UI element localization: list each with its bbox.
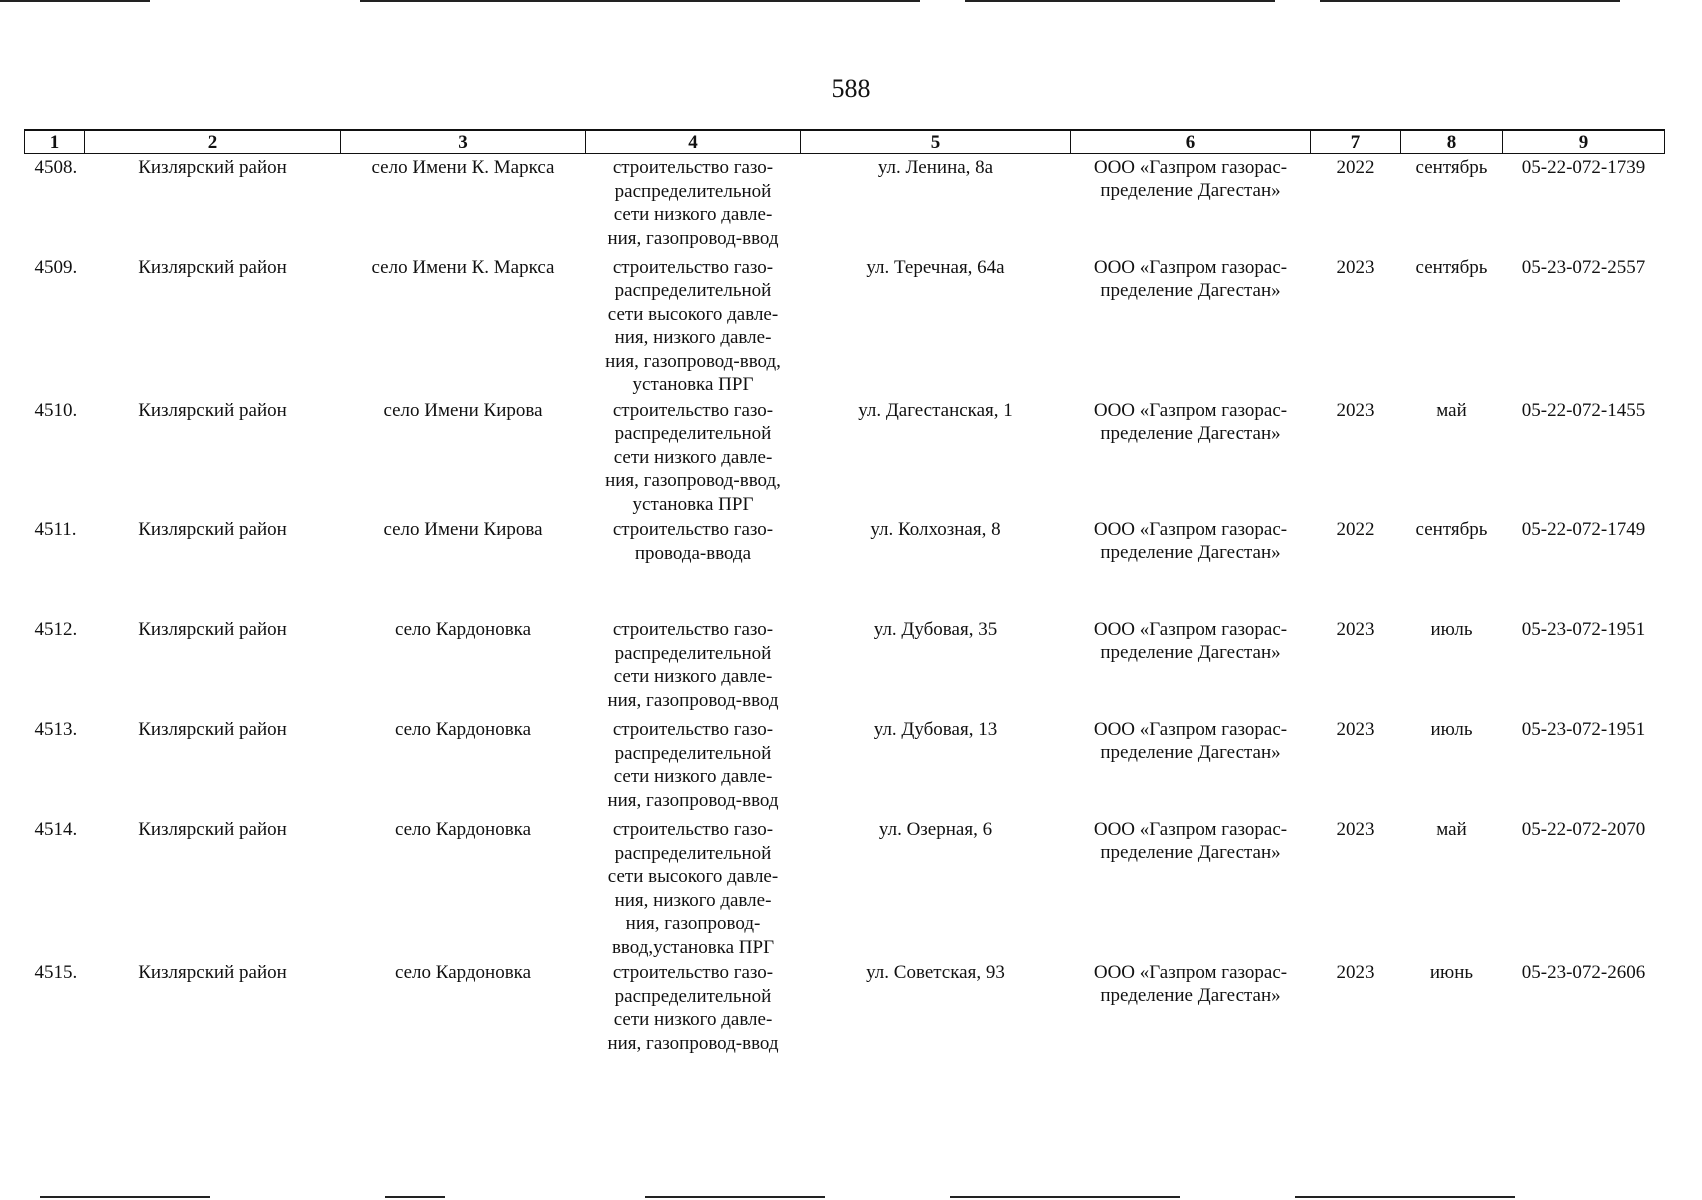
page-number: 588 xyxy=(831,74,871,103)
year-cell: 2023 xyxy=(1336,962,1375,983)
code-cell: 05-22-072-1749 xyxy=(1521,519,1646,540)
column-header: 6 xyxy=(1071,130,1311,154)
year-cell: 2023 xyxy=(1336,399,1375,421)
column-header: 8 xyxy=(1401,130,1503,154)
gasification-table xyxy=(24,129,1665,1059)
organization-cell: ООО «Газпром газорас- пределение Дагестан» xyxy=(1093,399,1288,444)
organization-cell: ООО «Газпром газорас- пределение Дагестан» xyxy=(1093,819,1288,863)
column-header: 3 xyxy=(341,130,586,154)
code-cell: 05-23-072-2557 xyxy=(1521,256,1646,278)
work-description-cell: строительство газо- распределительной сети низкого давле- ния, газопровод-ввод xyxy=(607,157,779,249)
table-body xyxy=(25,154,1665,1060)
column-header: 4 xyxy=(586,130,801,154)
row-number: 4511. xyxy=(34,519,77,540)
header-row xyxy=(25,130,1665,154)
row-number: 4512. xyxy=(34,619,78,640)
month-cell: июль xyxy=(1430,619,1473,640)
scan-edge-line xyxy=(1295,1196,1515,1198)
organization-cell: ООО «Газпром газорас- пределение Дагестан» xyxy=(1093,719,1288,763)
scan-edge-line xyxy=(950,1196,1180,1198)
year-cell: 2022 xyxy=(1336,157,1375,178)
district-cell: Кизлярский район xyxy=(138,399,287,421)
month-cell: сентябрь xyxy=(1415,519,1488,540)
column-header: 5 xyxy=(801,130,1071,154)
organization-cell: ООО «Газпром газорас- пределение Дагестан» xyxy=(1093,519,1288,563)
table-row xyxy=(25,716,1665,816)
address-cell: ул. Колхозная, 8 xyxy=(870,519,1001,540)
row-number: 4515. xyxy=(34,962,78,983)
row-number: 4513. xyxy=(34,719,78,740)
address-cell: ул. Озерная, 6 xyxy=(878,819,993,840)
table-row xyxy=(25,816,1665,959)
month-cell: сентябрь xyxy=(1415,157,1488,178)
organization-cell: ООО «Газпром газорас- пределение Дагестан» xyxy=(1093,619,1288,663)
address-cell: ул. Теречная, 64а xyxy=(866,256,1005,278)
year-cell: 2022 xyxy=(1336,519,1375,540)
code-cell: 05-23-072-2606 xyxy=(1521,962,1646,983)
month-cell: июнь xyxy=(1429,962,1474,983)
settlement-cell: село Имени К. Маркса xyxy=(371,256,555,278)
scan-edge-line xyxy=(965,0,1275,2)
address-cell: ул. Дагестанская, 1 xyxy=(858,399,1013,421)
work-description-cell: строительство газо- провода-ввода xyxy=(612,519,774,564)
district-cell: Кизлярский район xyxy=(138,519,287,540)
district-cell: Кизлярский район xyxy=(138,157,287,178)
organization-cell: ООО «Газпром газорас- пределение Дагестан» xyxy=(1093,962,1288,1006)
scan-edge-line xyxy=(385,1196,445,1198)
district-cell: Кизлярский район xyxy=(138,819,287,840)
row-number: 4514. xyxy=(34,819,78,840)
settlement-cell: село Кардоновка xyxy=(394,719,532,740)
work-description-cell: строительство газо- распределительной сети низкого давле- ния, газопровод-ввод xyxy=(607,619,779,711)
row-number: 4510. xyxy=(34,399,78,421)
work-description-cell: строительство газо- распределительной сети высокого давле- ния, низкого давле- ния, газопровод-ввод, установка ПРГ xyxy=(605,256,781,395)
district-cell: Кизлярский район xyxy=(138,719,287,740)
work-description-cell: строительство газо- распределительной сети низкого давле- ния, газопровод-ввод, установка ПРГ xyxy=(605,399,781,515)
table-row xyxy=(25,254,1665,397)
address-cell: ул. Ленина, 8а xyxy=(877,157,994,178)
row-number: 4508. xyxy=(34,157,78,178)
scan-edge-line xyxy=(360,0,920,2)
code-cell: 05-23-072-1951 xyxy=(1521,619,1646,640)
district-cell: Кизлярский район xyxy=(138,619,287,640)
table-row xyxy=(25,616,1665,716)
column-header: 7 xyxy=(1311,130,1401,154)
month-cell: сентябрь xyxy=(1415,256,1488,278)
settlement-cell: село Кардоновка xyxy=(394,619,532,640)
table-row xyxy=(25,397,1665,517)
work-description-cell: строительство газо- распределительной сети высокого давле- ния, низкого давле- ния, газопровод- ввод,установка ПРГ xyxy=(607,819,779,958)
data-table-wrapper xyxy=(24,129,1664,1059)
year-cell: 2023 xyxy=(1336,719,1375,740)
table-header xyxy=(25,130,1665,154)
settlement-cell: село Имени К. Маркса xyxy=(371,157,555,178)
column-header: 9 xyxy=(1503,130,1665,154)
year-cell: 2023 xyxy=(1336,256,1375,278)
address-cell: ул. Дубовая, 35 xyxy=(873,619,998,640)
code-cell: 05-23-072-1951 xyxy=(1521,719,1646,740)
column-header: 1 xyxy=(25,130,85,154)
table-row xyxy=(25,154,1665,254)
code-cell: 05-22-072-2070 xyxy=(1521,819,1646,840)
district-cell: Кизлярский район xyxy=(138,962,287,983)
year-cell: 2023 xyxy=(1336,819,1375,840)
table-row xyxy=(25,959,1665,1059)
settlement-cell: село Имени Кирова xyxy=(383,399,543,421)
organization-cell: ООО «Газпром газорас- пределение Дагестан» xyxy=(1093,157,1288,201)
settlement-cell: село Имени Кирова xyxy=(383,519,543,540)
row-number: 4509. xyxy=(34,256,78,278)
settlement-cell: село Кардоновка xyxy=(394,962,532,983)
column-header: 2 xyxy=(85,130,341,154)
organization-cell: ООО «Газпром газорас- пределение Дагестан» xyxy=(1093,256,1288,301)
month-cell: май xyxy=(1436,399,1467,421)
district-cell: Кизлярский район xyxy=(138,256,287,278)
scan-edge-line xyxy=(1320,0,1620,2)
table-row xyxy=(25,516,1665,616)
scan-edge-line xyxy=(645,1196,825,1198)
month-cell: май xyxy=(1436,819,1467,840)
work-description-cell: строительство газо- распределительной сети низкого давле- ния, газопровод-ввод xyxy=(607,962,779,1054)
scan-edge-line xyxy=(0,0,150,2)
settlement-cell: село Кардоновка xyxy=(394,819,532,840)
address-cell: ул. Дубовая, 13 xyxy=(873,719,998,740)
scan-edge-line xyxy=(40,1196,210,1198)
year-cell: 2023 xyxy=(1336,619,1375,640)
code-cell: 05-22-072-1739 xyxy=(1521,157,1646,178)
code-cell: 05-22-072-1455 xyxy=(1521,399,1646,421)
month-cell: июль xyxy=(1430,719,1473,740)
address-cell: ул. Советская, 93 xyxy=(866,962,1005,983)
work-description-cell: строительство газо- распределительной сети низкого давле- ния, газопровод-ввод xyxy=(607,719,779,811)
